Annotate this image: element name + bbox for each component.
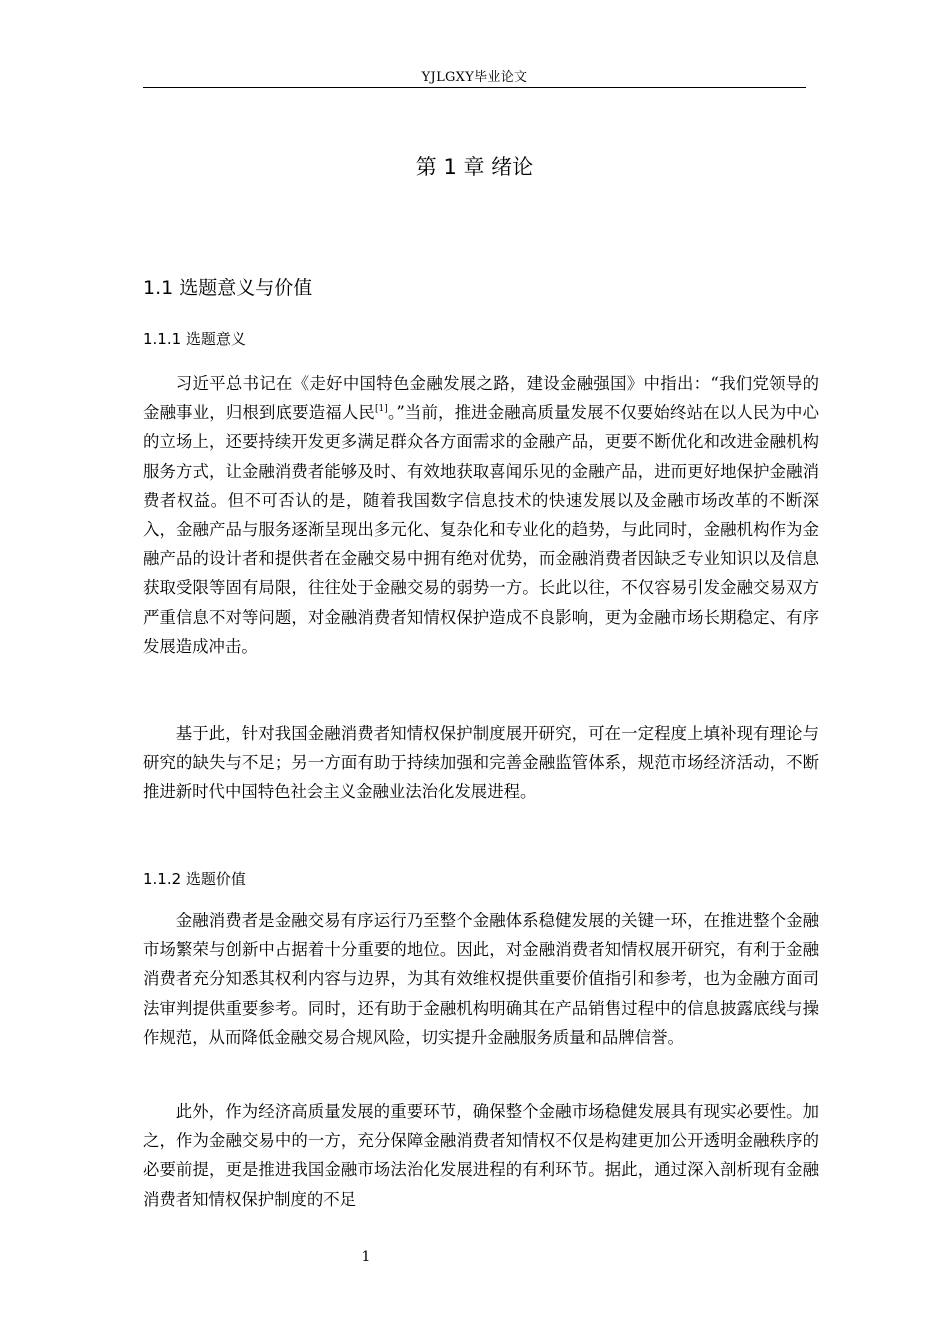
header-rule	[143, 87, 806, 88]
section-title-1-1: 1.1 选题意义与价值	[143, 277, 313, 299]
paragraph-text: 。”当前，推进金融高质量发展不仅要始终站在以人民为中心的立场上，还要持续开发更多满足群众各方面需求的金融产品，更要不断优化和改进金融机构服务方式，让金融消费者能够及时、有效地获取喜闻乐见的金融产品，进而更好地保护金融消费者权益。但不可否认的是，随着我国数字信息技术的快速发展以及金融市场改革的不断深入，金融产品与服务逐渐呈现出多元化、复杂化和专业化的趋势，与此同时，金融机构作为金融产品的设计者和提供者在金融交易中拥有绝对优势，而金融消费者因缺乏专业知识以及信息获取受限等固有局限，往往处于金融交易的弱势一方。长此以往，不仅容易引发金融交易双方严重信息不对等问题，对金融消费者知情权保护造成不良影响，更为金融市场长期稳定、有序发展造成冲击。	[143, 403, 819, 656]
paragraph-1-1-2-second: 此外，作为经济高质量发展的重要环节，确保整个金融市场稳健发展具有现实必要性。加之，作为金融交易中的一方，充分保障金融消费者知情权不仅是构建更加公开透明金融秩序的必要前提，更是推进我国金融市场法治化发展进程的有利环节。据此，通过深入剖析现有金融消费者知情权保护制度的不足	[143, 1102, 819, 1209]
citation-reference: [1]	[375, 404, 388, 415]
page-number: 1	[361, 1249, 371, 1265]
subsection-title-1-1-2: 1.1.2 选题价值	[143, 870, 246, 888]
paragraph-1-1-1-second: 基于此，针对我国金融消费者知情权保护制度展开研究，可在一定程度上填补现有理论与研究的缺失与不足；另一方面有助于持续加强和完善金融监管体系，规范市场经济活动，不断推进新时代中国特色社会主义金融业法治化发展进程。	[143, 724, 819, 802]
paragraph-1-1-1-first	[143, 369, 819, 661]
chapter-title: 第 1 章 绪论	[415, 155, 534, 179]
running-header: YJLGXY毕业论文	[421, 70, 528, 85]
paragraph-1-1-2-first: 金融消费者是金融交易有序运行乃至整个金融体系稳健发展的关键一环，在推进整个金融市场繁荣与创新中占据着十分重要的地位。因此，对金融消费者知情权展开研究，有利于金融消费者充分知悉其权利内容与边界，为其有效维权提供重要价值指引和参考，也为金融方面司法审判提供重要参考。同时，还有助于金融机构明确其在产品销售过程中的信息披露底线与操作规范，从而降低金融交易合规风险，切实提升金融服务质量和品牌信誉。	[143, 911, 819, 1047]
paragraph-text: 习近平总书记在《走好中国特色金融发展之路，建设金融强国》中指出：“我们党领导的金融事业，归根到底要造福人民	[143, 374, 819, 423]
subsection-title-1-1-1: 1.1.1 选题意义	[143, 330, 246, 348]
